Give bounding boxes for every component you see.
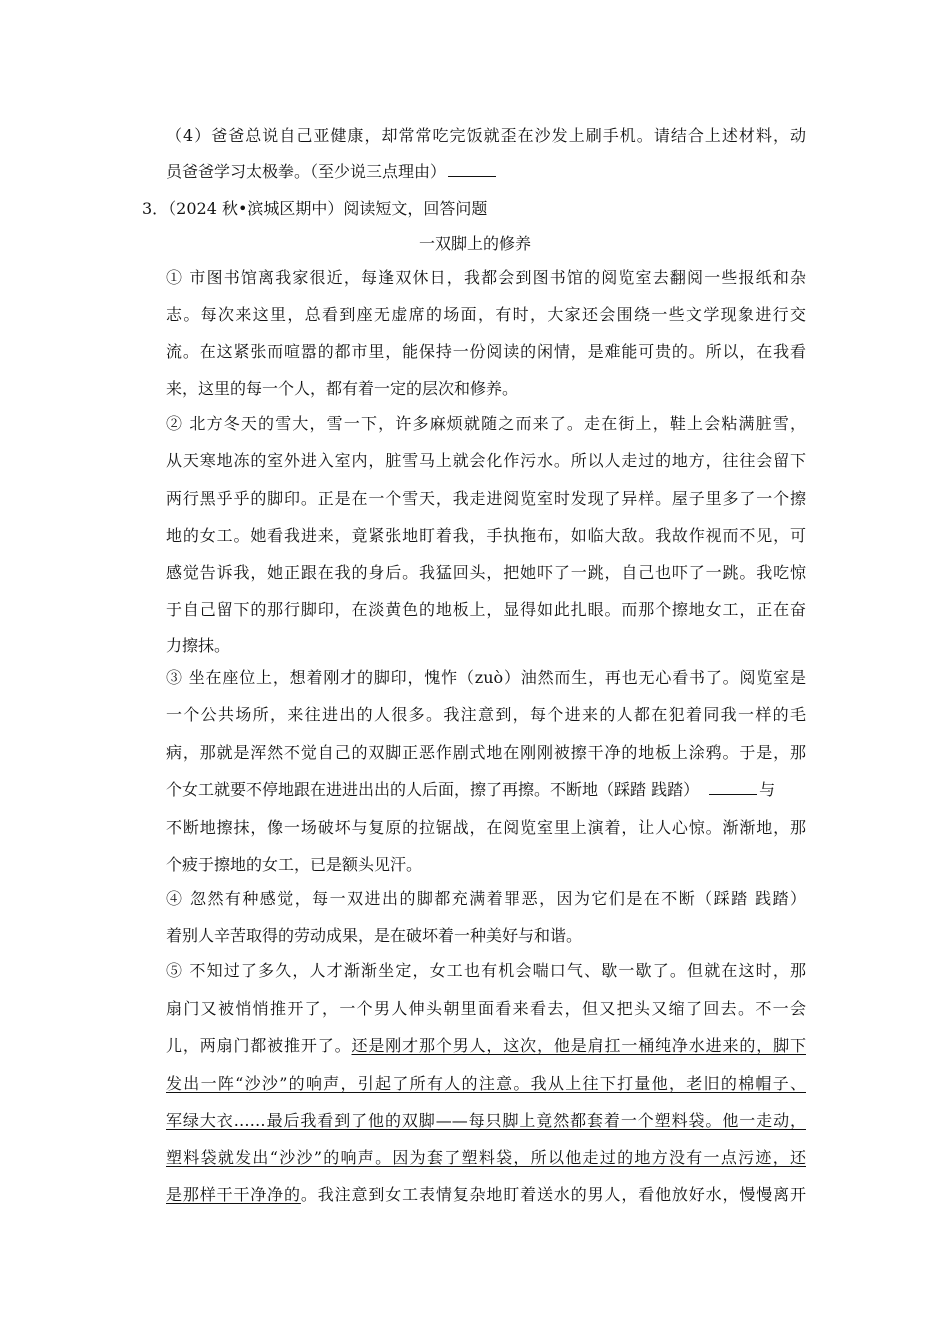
p3-line: 不断地擦抹，像一场破坏与复原的拉锯战，在阅览室里上演着，让人心惊。渐渐地，那 [166, 818, 806, 837]
p2-line: 从天寒地冻的室外进入室内，脏雪马上就会化作污水。所以人走过的地方，往往会留下 [166, 451, 806, 470]
p4-line: 着别人辛苦取得的劳动成果，是在破坏着一种美好与和谐。 [166, 926, 583, 945]
p5-line-mixed [166, 1185, 806, 1205]
p3-line: 个疲于擦地的女工，已是额头见汗。 [166, 855, 423, 874]
p1-line: 流。在这紧张而喧嚣的都市里，能保持一份阅读的闲情，是难能可贵的。所以，在我看 [166, 342, 806, 361]
underlined-line: 塑料袋就发出“沙沙”的响声。因为套了塑料袋，所以他走过的地方没有一点污迹，还 [166, 1148, 806, 1167]
p3-line-with-blank [166, 780, 806, 800]
p1-line: ① 市图书馆离我家很近，每逢双休日，我都会到图书馆的阅览室去翻阅一些报纸和杂 [166, 268, 806, 287]
p1-line: 志。每次来这里，总看到座无虚席的场面，有时，大家还会围绕一些文学现象进行交 [166, 305, 806, 324]
p5-line: 扇门又被悄悄推开了，一个男人伸头朝里面看来看去，但又把头又缩了回去。不一会 [166, 999, 806, 1018]
p2-line: ② 北方冬天的雪大，雪一下，许多麻烦就随之而来了。走在街上，鞋上会粘满脏雪， [166, 414, 806, 433]
p5-line-plain: 。我注意到女工表情复杂地盯着送水的男人，看他放好水，慢慢离开 [300, 1185, 806, 1204]
p2-line: 力擦抹。 [166, 636, 231, 655]
p5-line-plain: 儿，两扇门都被推开了。 [166, 1036, 352, 1055]
q4-line-2-text: 员爸爸学习太极拳。（至少说三点理由） [166, 162, 447, 181]
p1-line: 来，这里的每一个人，都有着一定的层次和修养。 [166, 379, 519, 398]
underlined-line: 军绿大衣……最后我看到了他的双脚——每只脚上竟然都套着一个塑料袋。他一走动， [166, 1111, 806, 1130]
article-title: 一双脚上的修养 [418, 234, 531, 253]
q4-line-1: （4）爸爸总说自己亚健康，却常常吃完饭就歪在沙发上刷手机。请结合上述材料，动 [166, 126, 806, 145]
p3-line: 病，那就是浑然不觉自己的双脚正恶作剧式地在刚刚被擦干净的地板上涂鸦。于是，那 [166, 743, 806, 762]
underlined-text: 是那样干干净净的 [166, 1185, 301, 1204]
p2-line: 地的女工。她看我进来，竟紧张地盯着我，手执拖布，如临大敌。我故作视而不见，可 [166, 526, 806, 545]
q4-line-2 [166, 162, 806, 182]
answer-blank[interactable] [448, 162, 496, 177]
p4-line: ④ 忽然有种感觉，每一双进出的脚都充满着罪恶，因为它们是在不断（踩踏 践踏） [166, 889, 806, 908]
p2-line: 两行黑乎乎的脚印。正是在一个雪天，我走进阅览室时发现了异样。屋子里多了一个擦 [166, 489, 806, 508]
underlined-line: 发出一阵“沙沙”的响声，引起了所有人的注意。我从上往下打量他，老旧的棉帽子、 [166, 1074, 806, 1093]
p3-line: 一个公共场所，来往进出的人很多。我注意到，每个进来的人都在犯着同我一样的毛 [166, 705, 806, 724]
underlined-text: 还是刚才那个男人，这次，他是肩扛一桶纯净水进来的，脚下 [351, 1036, 806, 1055]
p5-line-mixed [166, 1036, 806, 1056]
p3-line-tail: 与 [759, 780, 776, 799]
p2-line: 感觉告诉我，她正跟在我的身后。我猛回头，把她吓了一跳，自己也吓了一跳。我吃惊 [166, 563, 806, 582]
p2-line: 于自己留下的那行脚印，在淡黄色的地板上，显得如此扎眼。而那个擦地女工，正在奋 [166, 600, 806, 619]
word-choice-blank[interactable] [709, 780, 757, 795]
p3-line: ③ 坐在座位上，想着刚才的脚印，愧怍（zuò）油然而生，再也无心看书了。阅览室是 [166, 668, 806, 687]
question-3-header: 3．（2024 秋•滨城区期中）阅读短文，回答问题 [142, 199, 488, 218]
p5-line: ⑤ 不知过了多久，人才渐渐坐定，女工也有机会喘口气、歇一歇了。但就在这时，那 [166, 961, 806, 980]
p3-line-text: 个女工就要不停地跟在进进出出的人后面，擦了再擦。不断地（踩踏 践踏） [166, 780, 700, 799]
